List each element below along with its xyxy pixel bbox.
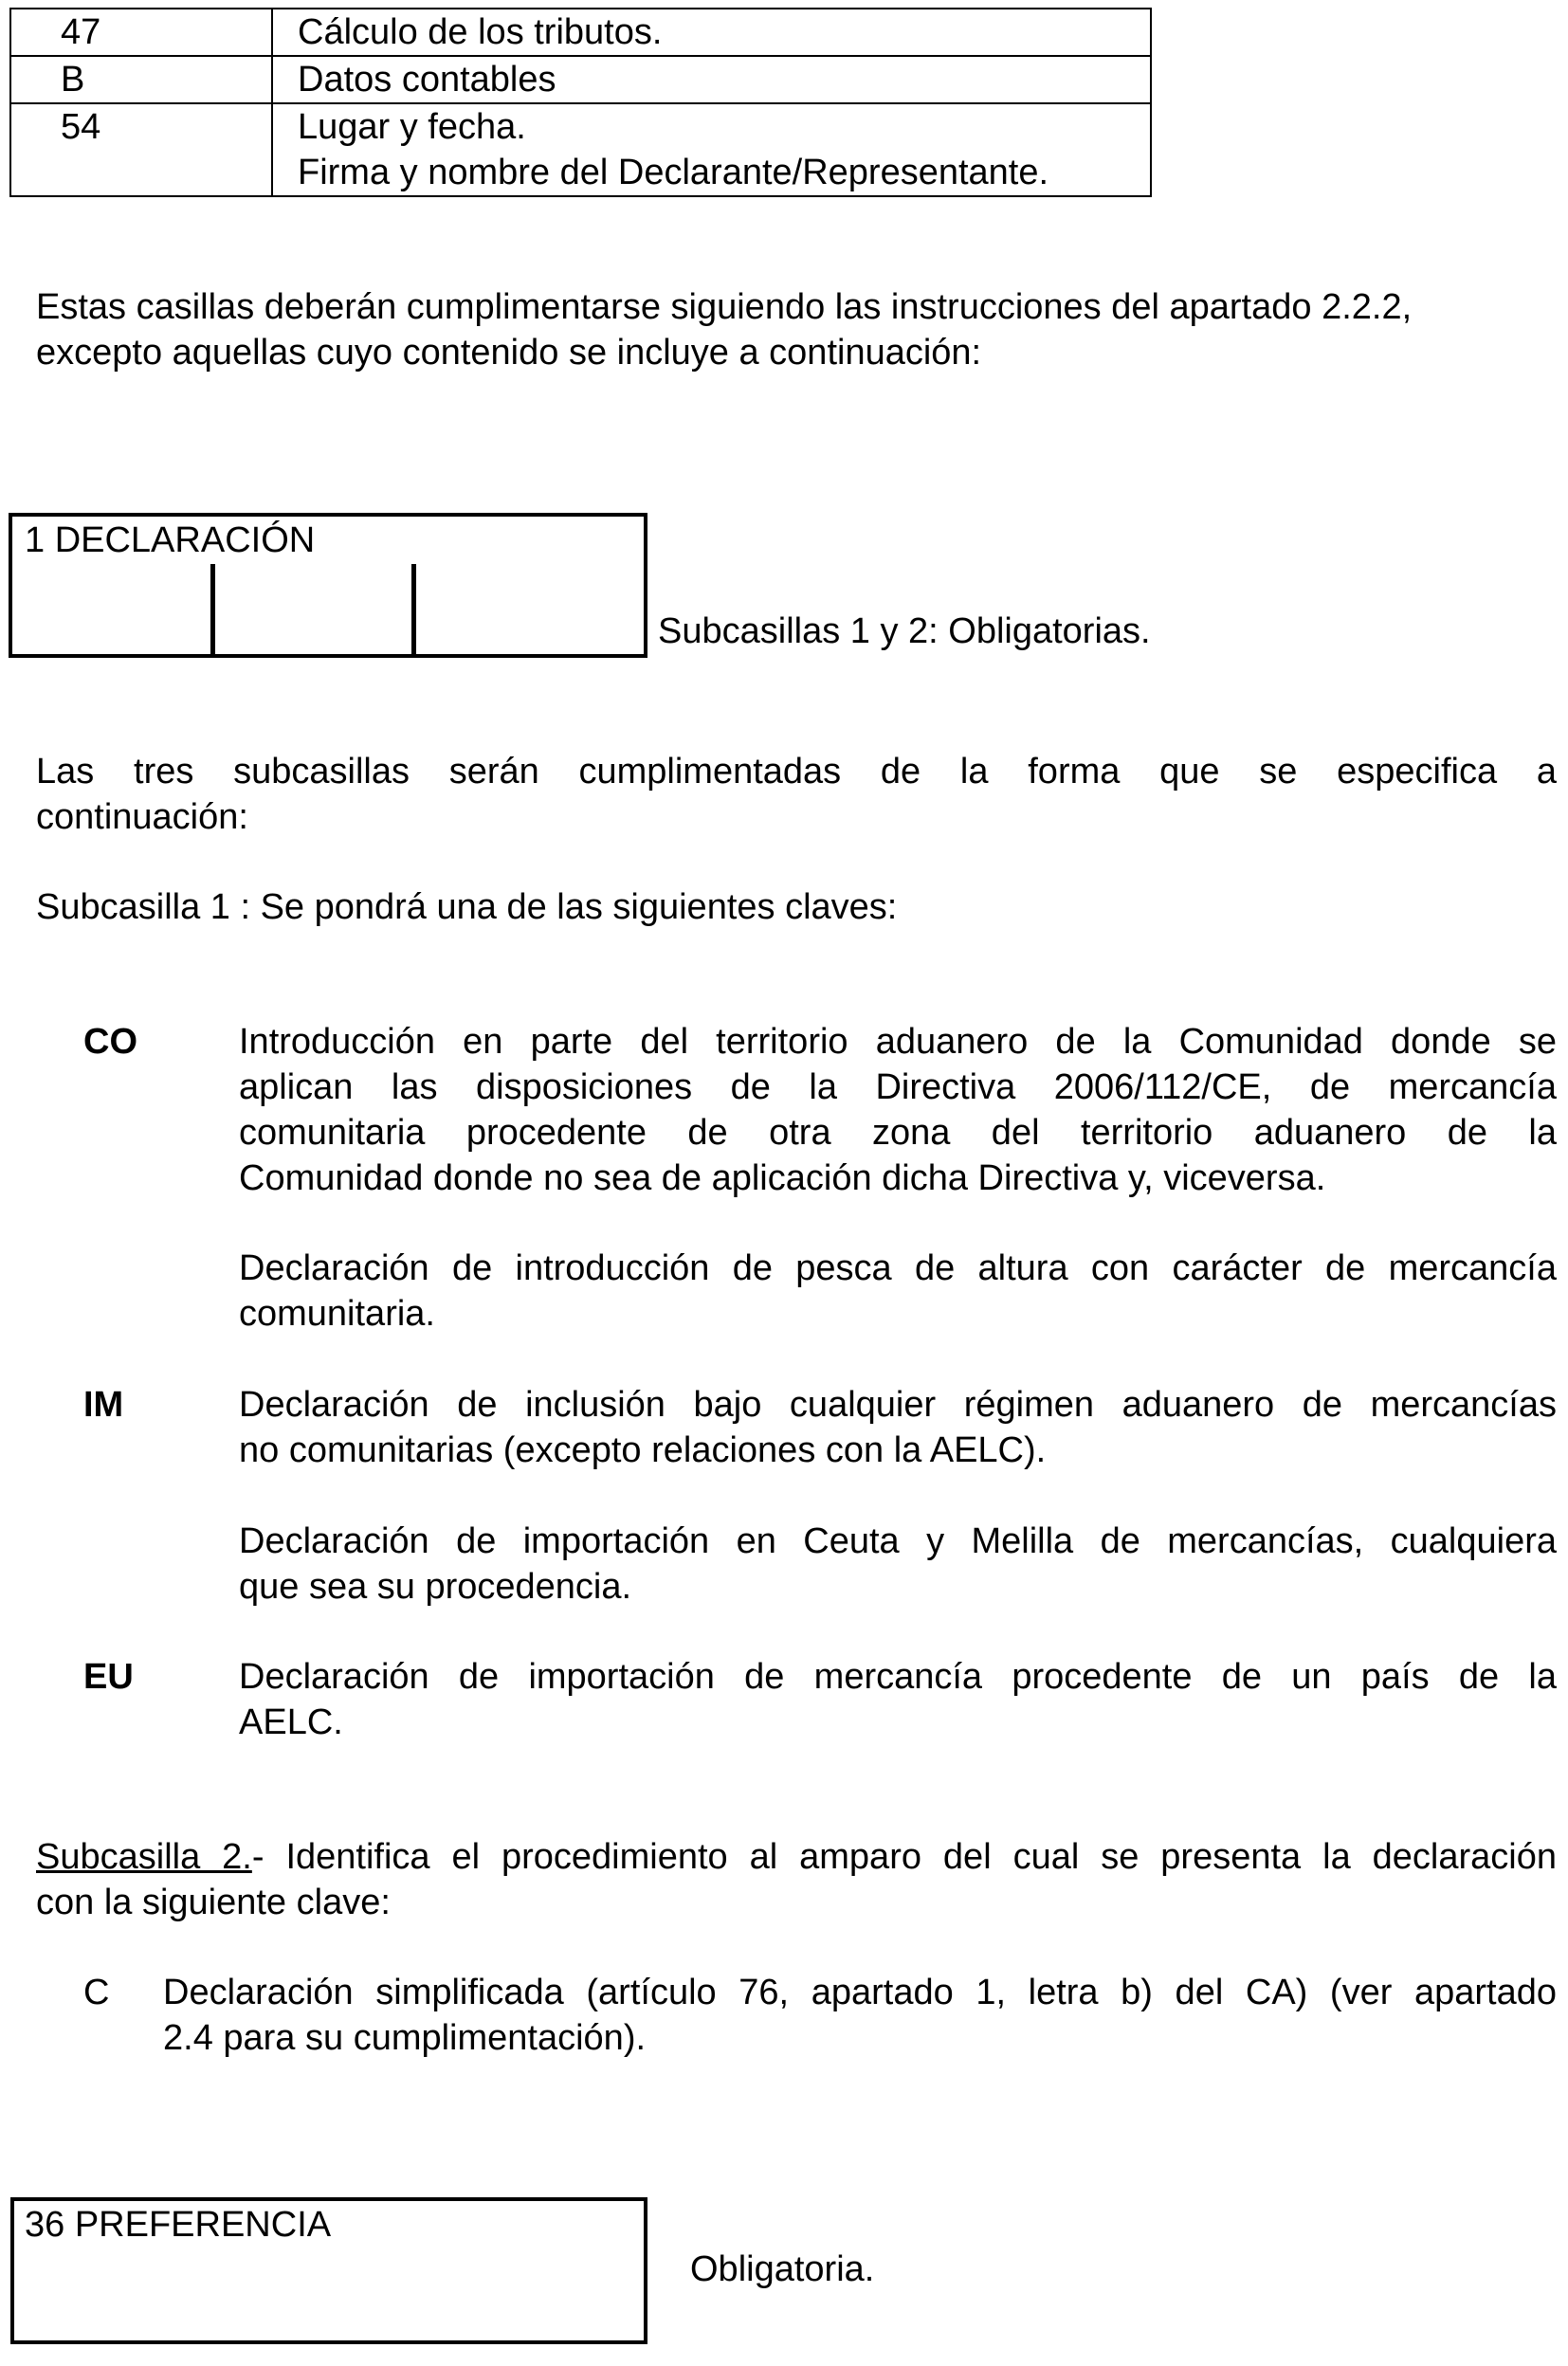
table-cell-code: 47 bbox=[10, 9, 272, 56]
table-cell-code: B bbox=[10, 56, 272, 103]
paragraph-line: Las tres subcasillas serán cumplimentadas de la forma que se especifica a bbox=[36, 752, 1557, 792]
table-cell-desc: Cálculo de los tributos. bbox=[272, 9, 1151, 56]
paragraph-line: con la siguiente clave: bbox=[36, 1883, 391, 1922]
definition-line: Declaración de importación de mercancía procedente de un país de la bbox=[239, 1657, 1557, 1697]
key-eu: EU bbox=[83, 1657, 134, 1697]
table-row bbox=[10, 56, 1151, 103]
key-co-definition-2 bbox=[239, 1246, 1557, 1337]
definition-line: Comunidad donde no sea de aplicación dicha Directiva y, viceversa. bbox=[239, 1158, 1326, 1198]
intro-paragraph bbox=[36, 284, 1557, 375]
key-im-definition-2 bbox=[239, 1519, 1557, 1610]
table-cell-desc-line1: Lugar y fecha. bbox=[298, 107, 526, 147]
subcasilla-1-heading: Subcasilla 1 : Se pondrá una de las siguientes claves: bbox=[36, 887, 898, 927]
reference-table bbox=[9, 8, 1152, 197]
key-eu-definition bbox=[239, 1654, 1557, 1745]
table-cell-desc-line2: Firma y nombre del Declarante/Representante. bbox=[298, 153, 1049, 192]
key-co: CO bbox=[83, 1022, 137, 1062]
preferencia-note: Obligatoria. bbox=[690, 2249, 875, 2289]
definition-line: comunitaria procedente de otra zona del territorio aduanero de la bbox=[239, 1113, 1557, 1153]
key-co-definition bbox=[239, 1019, 1557, 1201]
table-cell-desc bbox=[272, 103, 1151, 196]
definition-line: Declaración simplificada (artículo 76, apartado 1, letra b) del CA) (ver apartado bbox=[163, 1973, 1557, 2012]
definition-line: que sea su procedencia. bbox=[239, 1567, 632, 1607]
declaracion-note: Subcasillas 1 y 2: Obligatorias. bbox=[658, 611, 1151, 651]
subcasilla-2-title: Subcasilla 2. bbox=[36, 1837, 252, 1877]
intro-line: excepto aquellas cuyo contenido se incluye a continuación: bbox=[36, 333, 982, 373]
definition-line: Declaración de importación en Ceuta y Melilla de mercancías, cualquiera bbox=[239, 1521, 1557, 1561]
key-c-definition bbox=[163, 1970, 1557, 2061]
definition-line: no comunitarias (excepto relaciones con la AELC). bbox=[239, 1430, 1047, 1470]
declaracion-box-label: 1 DECLARACIÓN bbox=[25, 520, 316, 560]
definition-line: comunitaria. bbox=[239, 1294, 435, 1334]
intro-line: Estas casillas deberán cumplimentarse siguiendo las instrucciones del apartado 2.2.2, bbox=[36, 287, 1413, 327]
subcasillas-paragraph bbox=[36, 749, 1557, 840]
definition-line: Introducción en parte del territorio aduanero de la Comunidad donde se bbox=[239, 1022, 1557, 1062]
preferencia-box-label: 36 PREFERENCIA bbox=[25, 2205, 332, 2245]
table-cell-code bbox=[10, 103, 272, 196]
subcasilla-2-text: - Identifica el procedimiento al amparo del cual se presenta la declaración bbox=[251, 1837, 1557, 1877]
table-cell-code-text: 54 bbox=[61, 107, 101, 147]
table-row bbox=[10, 9, 1151, 56]
paragraph-line: continuación: bbox=[36, 797, 248, 837]
subbox-divider bbox=[210, 564, 215, 658]
definition-line: Declaración de introducción de pesca de altura con carácter de mercancía bbox=[239, 1248, 1557, 1288]
key-c: C bbox=[83, 1973, 110, 2012]
definition-line: 2.4 para su cumplimentación). bbox=[163, 2018, 647, 2058]
key-im-definition bbox=[239, 1382, 1557, 1473]
subcasilla-2-paragraph bbox=[36, 1834, 1557, 1925]
definition-line: AELC. bbox=[239, 1702, 343, 1742]
paragraph-line bbox=[36, 1834, 1557, 1880]
definition-line: aplican las disposiciones de la Directiva 2006/112/CE, de mercancía bbox=[239, 1067, 1557, 1107]
key-im: IM bbox=[83, 1385, 124, 1425]
definition-line: Declaración de inclusión bajo cualquier régimen aduanero de mercancías bbox=[239, 1385, 1557, 1425]
subbox-divider bbox=[411, 564, 416, 658]
table-cell-desc: Datos contables bbox=[272, 56, 1151, 103]
table-row bbox=[10, 103, 1151, 196]
